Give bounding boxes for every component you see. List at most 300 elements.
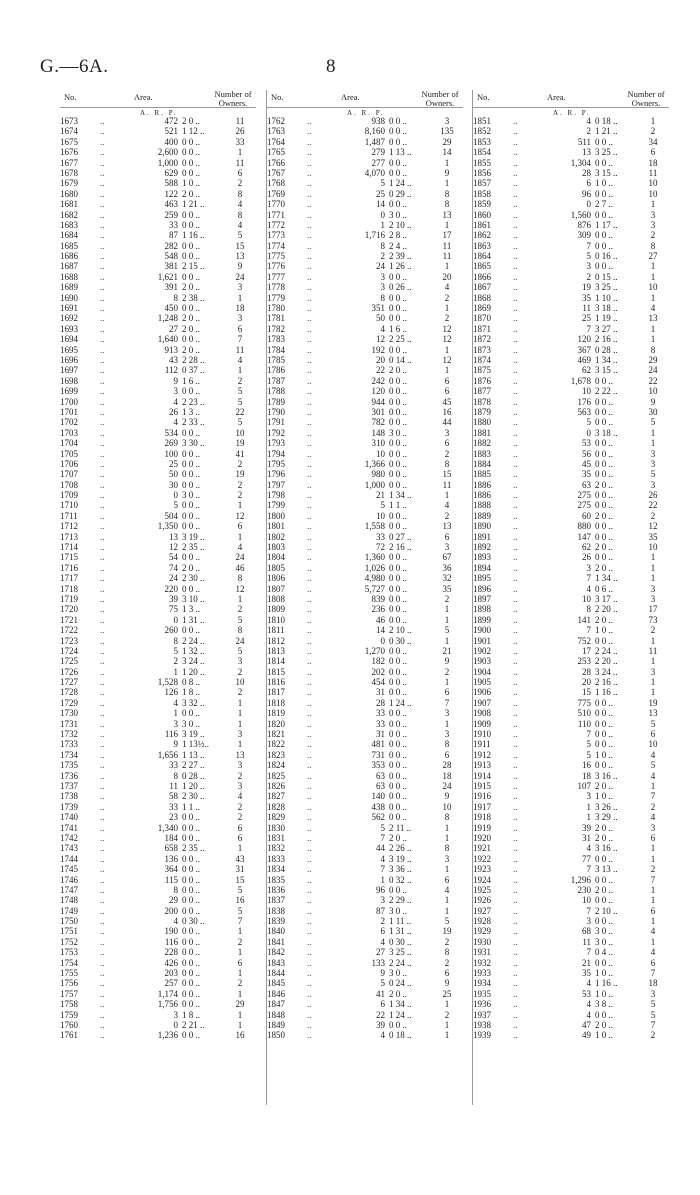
owner-count: 8 (237, 573, 243, 584)
owner-count: 32 (442, 573, 452, 584)
block-number: 1898 (473, 604, 491, 615)
area-roods-perches: 2 30 .. (182, 791, 205, 802)
owner-count: 8 (650, 344, 656, 355)
table-row (473, 875, 669, 885)
leader-dots: .. (100, 230, 105, 241)
owner-count: 3 (237, 282, 243, 293)
area-roods-perches: 0 0 .. (182, 510, 200, 521)
owner-count: 1 (237, 988, 243, 999)
area-acres: 5 (173, 645, 178, 656)
table-row (267, 989, 463, 999)
table-row (60, 926, 256, 936)
area-acres: 275 (577, 490, 591, 501)
owner-count: 2 (237, 178, 243, 189)
block-number: 1766 (267, 157, 285, 168)
area-acres: 7 (586, 240, 591, 251)
leader-dots: .. (513, 884, 518, 895)
area-roods-perches: 0 0 .. (389, 770, 407, 781)
owner-count: 9 (237, 261, 243, 272)
owner-count: 10 (235, 427, 245, 438)
area-acres: 63 (376, 770, 385, 781)
area-roods-perches: 0 0 .. (389, 199, 407, 210)
table-row (267, 324, 463, 334)
area-acres: 58 (169, 791, 178, 802)
leader-dots: .. (100, 749, 105, 760)
table-row (60, 230, 256, 240)
block-number: 1806 (267, 573, 285, 584)
table-row (60, 594, 256, 604)
owner-count: 3 (444, 853, 450, 864)
block-number: 1816 (267, 677, 285, 688)
leader-dots: .. (100, 178, 105, 189)
leader-dots: .. (100, 656, 105, 667)
area-acres: 3 (586, 791, 591, 802)
block-number: 1861 (473, 219, 491, 230)
table-row (473, 1010, 669, 1020)
table-row (60, 999, 256, 1009)
area-acres: 353 (371, 760, 385, 771)
area-roods-perches: 0 0 .. (389, 469, 407, 480)
table-row (473, 781, 669, 791)
block-number: 1695 (60, 344, 78, 355)
leader-dots: .. (307, 635, 312, 646)
owner-count: 2 (444, 292, 450, 303)
area-acres: 35 (582, 469, 591, 480)
leader-dots: .. (100, 812, 105, 823)
block-number: 1774 (267, 240, 285, 251)
owner-count: 11 (648, 645, 658, 656)
area-roods-perches: 2 10 .. (595, 905, 618, 916)
table-row (267, 937, 463, 947)
area-roods-perches: 0 0 .. (182, 209, 200, 220)
owner-count: 1 (650, 199, 656, 210)
area-roods-perches: 2 28 .. (182, 354, 205, 365)
area-roods-perches: 3 19 .. (182, 531, 205, 542)
block-number: 1934 (473, 978, 491, 989)
area-roods-perches: 2 0 .. (595, 832, 613, 843)
area-roods-perches: 1 0 .. (595, 625, 613, 636)
area-roods-perches: 0 0 .. (389, 573, 407, 584)
area-acres: 20 (376, 354, 385, 365)
area-roods-perches: 0 0 .. (595, 230, 613, 241)
owner-count: 11 (442, 240, 452, 251)
area-roods-perches: 0 0 .. (182, 926, 200, 937)
table-row (60, 459, 256, 469)
block-number: 1922 (473, 853, 491, 864)
block-number: 1674 (60, 126, 78, 137)
table-row (60, 189, 256, 199)
table-row (267, 147, 463, 157)
table-row (473, 542, 669, 552)
table-row (267, 646, 463, 656)
area-roods-perches: 0 0 .. (182, 853, 200, 864)
area-acres: 116 (164, 936, 178, 947)
area-acres: 75 (169, 604, 178, 615)
area-acres: 63 (376, 781, 385, 791)
table-row (473, 802, 669, 812)
table-row (60, 1010, 256, 1020)
area-acres: 25 (376, 188, 385, 199)
owner-count: 8 (237, 209, 243, 220)
owner-count: 12 (442, 334, 452, 345)
area-roods-perches: 2 27 .. (182, 760, 205, 771)
area-acres: 4 (173, 697, 178, 708)
leader-dots: .. (100, 427, 105, 438)
area-acres: 203 (164, 968, 178, 979)
area-roods-perches: 0 0 .. (389, 614, 407, 625)
area-roods-perches: 0 0 .. (182, 458, 200, 469)
leader-dots: .. (513, 770, 518, 781)
area-roods-perches: 0 0 .. (182, 988, 200, 999)
table-row (60, 251, 256, 261)
area-acres: 0 (173, 614, 178, 625)
owner-count: 16 (235, 895, 245, 906)
owner-count: 5 (237, 614, 243, 625)
area-roods-perches: 0 0 .. (182, 303, 200, 314)
leader-dots: .. (307, 614, 312, 625)
area-roods-perches: 2 0 .. (595, 1019, 613, 1030)
block-number: 1827 (267, 791, 285, 802)
block-number: 1932 (473, 957, 491, 968)
area-acres: 141 (577, 614, 591, 625)
leader-dots: .. (307, 770, 312, 781)
area-acres: 1,558 (364, 521, 385, 532)
leader-dots: .. (513, 791, 518, 802)
leader-dots: .. (307, 178, 312, 189)
block-number: 1865 (473, 261, 491, 272)
owner-count: 1 (237, 718, 243, 729)
owner-count: 21 (442, 645, 452, 656)
block-number: 1886 (473, 490, 491, 501)
area-roods-perches: 2 10 .. (389, 625, 412, 636)
owner-count: 1 (444, 219, 450, 230)
area-acres: 4 (380, 853, 385, 864)
leader-dots: .. (513, 157, 518, 168)
owner-count: 2 (650, 801, 656, 812)
block-number: 1903 (473, 656, 491, 667)
block-number: 1726 (60, 666, 78, 677)
leader-dots: .. (100, 448, 105, 459)
table-row (473, 272, 669, 282)
area-acres: 50 (376, 313, 385, 324)
area-roods-perches: 1 21 .. (182, 199, 205, 210)
leader-dots: .. (513, 240, 518, 251)
area-roods-perches: 0 0 .. (182, 448, 200, 459)
block-number: 1914 (473, 770, 491, 781)
leader-dots: .. (513, 614, 518, 625)
area-acres: 7 (380, 832, 385, 843)
area-roods-perches: 2 8 .. (389, 230, 407, 241)
owner-count: 1 (650, 573, 656, 584)
area-acres: 22 (376, 1009, 385, 1020)
area-roods-perches: 1 34 .. (595, 354, 618, 365)
table-row (60, 293, 256, 303)
area-acres: 9 (173, 739, 178, 750)
block-number: 1814 (267, 656, 285, 667)
table-row (473, 189, 669, 199)
table-row (473, 137, 669, 147)
area-acres: 147 (577, 531, 591, 542)
area-acres: 782 (371, 417, 385, 428)
column-header-owners: Number of Owners. (421, 89, 459, 108)
owner-count: 3 (650, 666, 656, 677)
area-acres: 31 (376, 687, 385, 698)
leader-dots: .. (307, 282, 312, 293)
area-acres: 1,296 (570, 874, 591, 885)
area-acres: 3 (586, 261, 591, 272)
area-acres: 1,640 (157, 334, 178, 345)
area-acres: 2,600 (157, 147, 178, 158)
area-roods-perches: 0 0 .. (595, 490, 613, 501)
area-acres: 0 (586, 427, 591, 438)
owner-count: 2 (237, 666, 243, 677)
area-acres: 310 (371, 438, 385, 449)
block-number: 1749 (60, 905, 78, 916)
table-row (473, 178, 669, 188)
block-number: 1785 (267, 354, 285, 365)
block-number: 1735 (60, 760, 78, 771)
block-number: 1705 (60, 448, 78, 459)
area-roods-perches: 2 24 .. (595, 645, 618, 656)
area-roods-perches: 1 6 .. (389, 323, 407, 334)
owner-count: 5 (237, 396, 243, 407)
area-roods-perches: 0 28 .. (182, 770, 205, 781)
table-row (473, 397, 669, 407)
owner-count: 1 (650, 936, 656, 947)
area-roods-perches: 0 30 .. (182, 916, 205, 927)
block-number: 1924 (473, 874, 491, 885)
block-number: 1784 (267, 344, 285, 355)
owner-count: 6 (237, 167, 243, 178)
leader-dots: .. (100, 490, 105, 501)
owner-count: 135 (440, 126, 454, 137)
table-row (60, 687, 256, 697)
area-roods-perches: 0 0 .. (389, 718, 407, 729)
owner-count: 22 (648, 375, 658, 386)
block-number: 1875 (473, 365, 491, 376)
area-roods-perches: 0 0 .. (595, 957, 613, 968)
area-acres: 944 (371, 396, 385, 407)
owner-count: 1 (650, 853, 656, 864)
leader-dots: .. (307, 313, 312, 324)
leader-dots: .. (307, 593, 312, 604)
area-acres: 3 (586, 916, 591, 927)
owner-count: 1 (444, 822, 450, 833)
table-section-1 (60, 90, 256, 1105)
table-row (60, 916, 256, 926)
block-number: 1727 (60, 677, 78, 688)
leader-dots: .. (307, 781, 312, 791)
area-acres: 39 (169, 593, 178, 604)
area-roods-perches: 0 32 .. (389, 874, 412, 885)
owner-count: 5 (237, 884, 243, 895)
area-roods-perches: 0 8 .. (182, 677, 200, 688)
table-row (267, 636, 463, 646)
area-acres: 242 (371, 375, 385, 386)
owner-count: 3 (650, 479, 656, 490)
block-number: 1723 (60, 635, 78, 646)
area-acres: 25 (582, 313, 591, 324)
table-row (267, 490, 463, 500)
block-number: 1918 (473, 812, 491, 823)
leader-dots: .. (307, 583, 312, 594)
table-row (473, 210, 669, 220)
block-number: 1859 (473, 199, 491, 210)
leader-dots: .. (307, 136, 312, 147)
block-number: 1779 (267, 292, 285, 303)
leader-dots: .. (513, 344, 518, 355)
leader-dots: .. (100, 344, 105, 355)
leader-dots: .. (100, 261, 105, 272)
leader-dots: .. (100, 645, 105, 656)
block-number: 1860 (473, 209, 491, 220)
leader-dots: .. (100, 313, 105, 324)
area-acres: 8 (380, 292, 385, 303)
area-acres: 43 (169, 354, 178, 365)
area-roods-perches: 3 27 .. (595, 323, 618, 334)
page-series-code: G.—6A. (40, 56, 109, 77)
area-acres: 7 (586, 625, 591, 636)
table-row (60, 542, 256, 552)
area-roods-perches: 2 29 .. (389, 895, 412, 906)
owner-count: 8 (237, 625, 243, 636)
owner-count: 2 (237, 770, 243, 781)
block-number: 1713 (60, 531, 78, 542)
owner-count: 9 (650, 396, 656, 407)
area-acres: 5,727 (364, 583, 385, 594)
table-row (267, 1030, 463, 1040)
owner-count: 18 (442, 770, 452, 781)
area-acres: 54 (169, 552, 178, 563)
area-acres: 24 (376, 261, 385, 272)
table-row (267, 521, 463, 531)
area-roods-perches: 0 18 .. (595, 116, 618, 126)
area-acres: 148 (371, 427, 385, 438)
owner-count: 5 (237, 417, 243, 428)
block-number: 1701 (60, 406, 78, 417)
area-roods-perches: 2 26 .. (389, 843, 412, 854)
owner-count: 11 (235, 344, 245, 355)
block-number: 1904 (473, 666, 491, 677)
block-number: 1733 (60, 739, 78, 750)
leader-dots: .. (100, 1019, 105, 1030)
table-row (473, 885, 669, 895)
area-acres: 1,716 (364, 230, 385, 241)
column-header-no: No. (271, 92, 284, 102)
leader-dots: .. (307, 157, 312, 168)
owner-count: 5 (444, 916, 450, 927)
owner-count: 1 (650, 895, 656, 906)
owner-count: 9 (444, 167, 450, 178)
leader-dots: .. (513, 531, 518, 542)
column-header-owners: Number of Owners. (627, 89, 665, 108)
leader-dots: .. (513, 988, 518, 999)
owner-count: 2 (237, 479, 243, 490)
area-roods-perches: 3 30 .. (182, 438, 205, 449)
table-row (473, 303, 669, 313)
area-roods-perches: 0 0 .. (389, 739, 407, 750)
table-row (267, 417, 463, 427)
leader-dots: .. (100, 542, 105, 553)
leader-dots: .. (513, 729, 518, 740)
owner-count: 3 (237, 313, 243, 324)
block-number: 1737 (60, 781, 78, 791)
area-roods-perches: 0 0 .. (595, 635, 613, 646)
area-roods-perches: 0 0 .. (182, 136, 200, 147)
owner-count: 26 (648, 490, 658, 501)
owner-count: 1 (444, 178, 450, 189)
block-number: 1781 (267, 313, 285, 324)
area-acres: 33 (376, 531, 385, 542)
area-acres: 438 (371, 801, 385, 812)
area-acres: 10 (582, 593, 591, 604)
area-acres: 140 (371, 791, 385, 802)
area-acres: 3 (173, 718, 178, 729)
area-roods-perches: 3 26 .. (595, 801, 618, 812)
area-roods-perches: 0 0 .. (595, 458, 613, 469)
leader-dots: .. (307, 448, 312, 459)
leader-dots: .. (100, 1030, 105, 1041)
table-row (473, 573, 669, 583)
leader-dots: .. (100, 957, 105, 968)
owner-count: 5 (237, 905, 243, 916)
area-acres: 1,304 (570, 157, 591, 168)
block-number: 1907 (473, 697, 491, 708)
table-row (267, 261, 463, 271)
area-roods-perches: 0 0 .. (389, 417, 407, 428)
area-acres: 4 (380, 323, 385, 334)
table-row (60, 750, 256, 760)
table-row (267, 126, 463, 136)
table-row (267, 895, 463, 905)
leader-dots: .. (100, 936, 105, 947)
owner-count: 11 (442, 251, 452, 262)
leader-dots: .. (307, 1030, 312, 1041)
leader-dots: .. (513, 677, 518, 688)
owner-count: 29 (442, 136, 452, 147)
area-roods-perches: 3 19 .. (182, 729, 205, 740)
block-number: 1921 (473, 843, 491, 854)
block-number: 1846 (267, 988, 285, 999)
area-acres: 1,270 (364, 645, 385, 656)
leader-dots: .. (307, 562, 312, 573)
block-number: 1775 (267, 251, 285, 262)
table-rows (473, 116, 669, 1041)
table-row (473, 750, 669, 760)
block-number: 1867 (473, 282, 491, 293)
table-row (60, 500, 256, 510)
owner-count: 2 (444, 510, 450, 521)
table-row (60, 698, 256, 708)
block-number: 1843 (267, 957, 285, 968)
block-number: 1760 (60, 1019, 78, 1030)
area-acres: 107 (577, 781, 591, 791)
leader-dots: .. (307, 303, 312, 314)
leader-dots: .. (513, 365, 518, 376)
area-roods-perches: 0 0 .. (182, 957, 200, 968)
block-number: 1915 (473, 781, 491, 791)
leader-dots: .. (513, 136, 518, 147)
area-acres: 938 (371, 116, 385, 126)
area-acres: 257 (164, 978, 178, 989)
block-number: 1850 (267, 1030, 285, 1041)
table-row (60, 719, 256, 729)
owner-count: 3 (650, 448, 656, 459)
owner-count: 8 (650, 240, 656, 251)
leader-dots: .. (100, 729, 105, 740)
area-roods-perches: 3 29 .. (595, 812, 618, 823)
area-acres: 5 (586, 749, 591, 760)
